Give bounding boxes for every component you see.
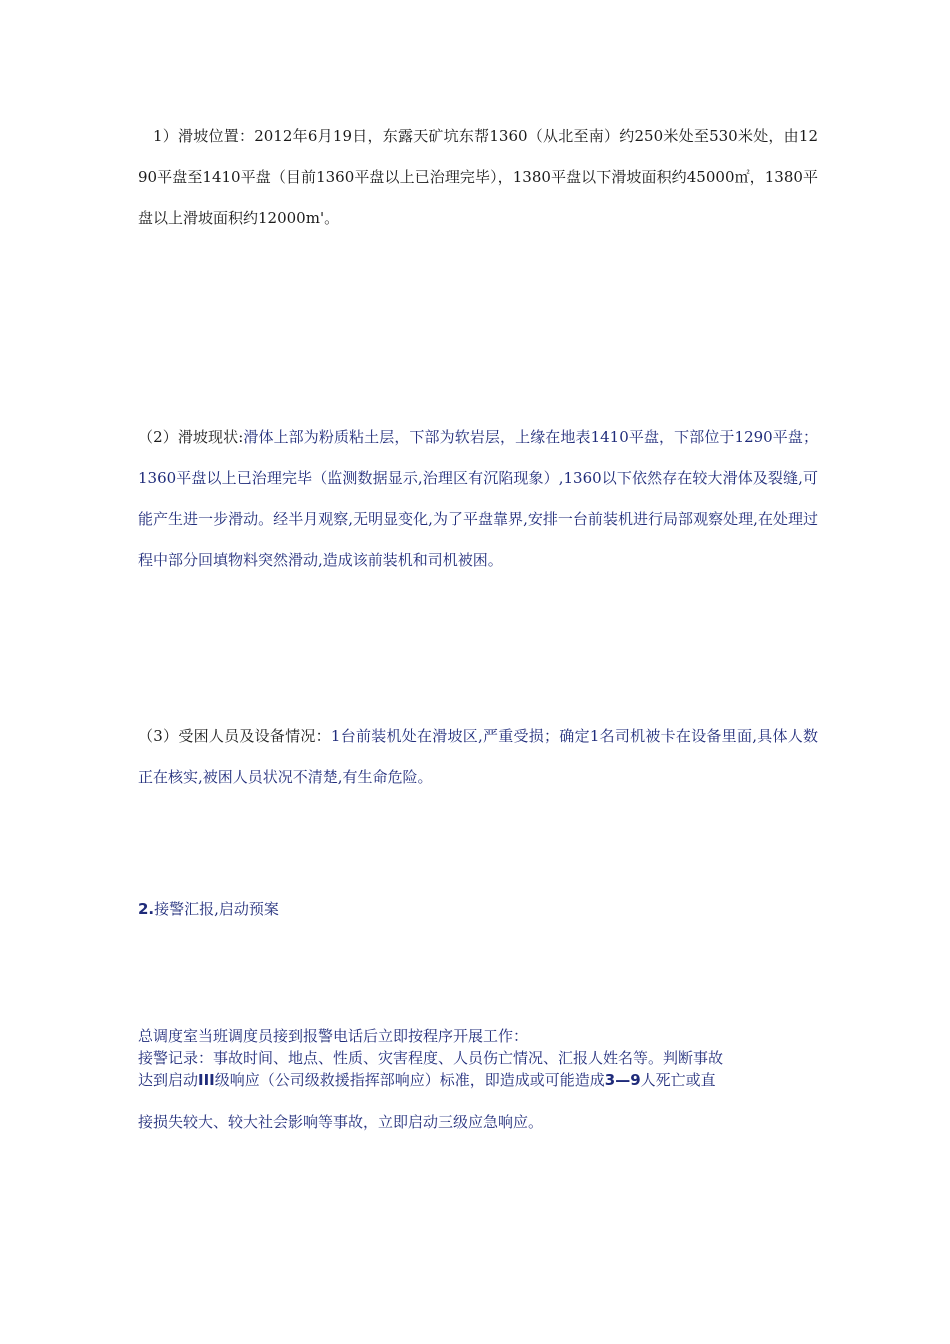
paragraph-slide-status-body: 滑体上部为粉质粘土层，下部为软岩层，上缘在地表1410平盘，下部位于1290平盘；1360平盘以上已治理完毕（监测数据显示,治理区有沉陷现象）,1360以下依然存在较大滑体及裂缝,可能产生进一步滑动。经半月观察,无明显变化,为了平盘靠界,安排一台前装机进行局部观察处理,在处理过程中部分回填物料突然滑动,造成该前装机和司机被困。 <box>138 428 818 569</box>
procedure-line-2: 接警记录：事故时间、地点、性质、灾害程度、人员伤亡情况、汇报人姓名等。判断事故 <box>138 1049 724 1067</box>
paragraph-trapped-persons-lead: （3）受困人员及设备情况： <box>138 727 331 745</box>
procedure-line-1: 总调度室当班调度员接到报警电话后立即按程序开展工作： <box>138 1027 529 1045</box>
procedure-line-3-start: 达到启动 <box>138 1071 199 1089</box>
procedure-line-3 <box>138 1069 818 1091</box>
paragraph-slide-location <box>138 116 818 239</box>
procedure-line-3-middle: 级响应（公司级救援指挥部响应）标准，即造成或可能造成 <box>214 1071 605 1089</box>
section-title: 接警汇报,启动预案 <box>154 900 279 918</box>
procedure-line-4: 接损失较大、较大社会影响等事故，立即启动三级应急响应。 <box>138 1113 544 1131</box>
section-number: 2. <box>138 900 155 918</box>
paragraph-trapped-persons <box>138 716 818 798</box>
paragraph-slide-status <box>138 417 818 581</box>
section-heading <box>138 897 279 921</box>
response-level: III <box>198 1071 215 1089</box>
paragraph-dispatch-procedure <box>138 1025 818 1133</box>
paragraph-trapped-persons-body: 1台前装机处在滑坡区,严重受损；确定1名司机被卡在设备里面,具体人数正在核实,被困人员状况不清楚,有生命危险。 <box>138 727 818 786</box>
paragraph-slide-status-lead: （2）滑坡现状: <box>138 428 244 446</box>
procedure-line-3-end: 人死亡或直 <box>640 1071 716 1089</box>
casualty-range: 3—9 <box>604 1071 641 1089</box>
paragraph-slide-location-text: 1）滑坡位置：2012年6月19日，东露天矿坑东帮1360（从北至南）约250米处至530米处，由1290平盘至1410平盘（目前1360平盘以上已治理完毕），1380平盘以下滑坡面积约45000㎡，1380平盘以上滑坡面积约12000m'。 <box>138 127 818 227</box>
